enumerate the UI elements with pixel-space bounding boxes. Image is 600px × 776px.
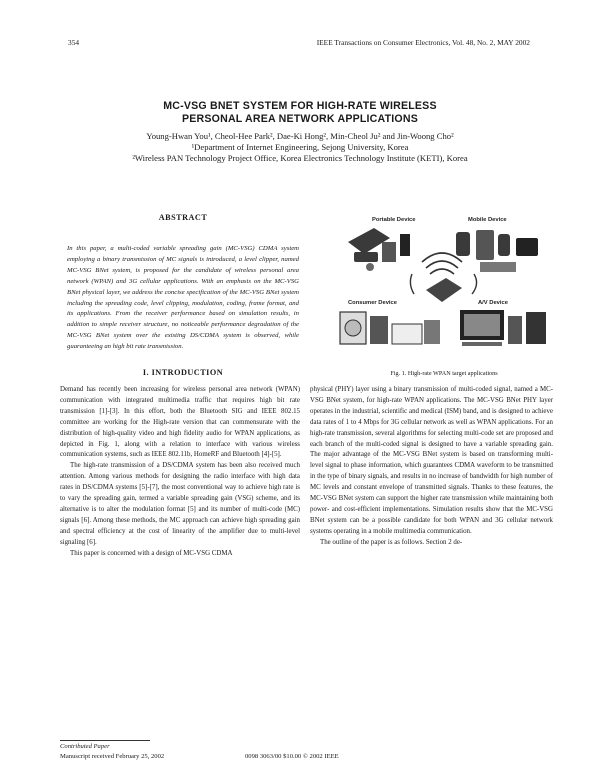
affiliation-2: ²Wireless PAN Technology Project Office, Korea Electronics Technology Institute (KETI), Korea bbox=[132, 153, 468, 163]
contributed-note: Contributed Paper bbox=[60, 743, 110, 750]
author-list: Young-Hwan You¹, Cheol-Hee Park², Dae-Ki Hong², Min-Cheol Ju² and Jin-Woong Cho² bbox=[146, 131, 454, 141]
figure-label-consumer: Consumer Device bbox=[348, 300, 397, 306]
received-note: Manuscript received February 25, 2002 bbox=[60, 753, 165, 760]
figure-caption: Fig. 1. High-rate WPAN target applications bbox=[390, 370, 498, 377]
figure-label-mobile: Mobile Device bbox=[468, 217, 507, 223]
intro-paragraph: This paper is concerned with a design of MC-VSG CDMA bbox=[70, 549, 233, 557]
page-number: 354 bbox=[68, 38, 80, 47]
abstract-heading: ABSTRACT bbox=[158, 213, 208, 222]
av-devices-icon bbox=[460, 310, 546, 346]
paper-title-line1: MC-VSG BNET SYSTEM FOR HIGH-RATE WIRELESS bbox=[163, 100, 437, 112]
figure-label-portable: Portable Device bbox=[372, 217, 416, 223]
intro-paragraph: The high-rate transmission of a DS/CDMA system has been also received much attention. Among various methods for designing the radio interface with high data rates in DS/CDMA systems [5]-[7], the most conventional way to achieve high rate is to vary the spreading gain, termed a variable spreading gain (VSG) scheme, and its alternative is to alter the modulation format [5] and its number of multi-code (MC) signals [6]. Among these methods, the MC approach can achieve high spreading gain and spectral efficiency at the cost of linearity of the amplifier due to multi-level signaling [6]. bbox=[60, 462, 300, 546]
abstract-text: In this paper, a multi-coded variable spreading gain (MC-VSG) CDMA system employing a binary transmission of MC signals is introduced, a level clipper, named MC-VSG BNet system, is proposed for the candidate of wireless personal area network (WPAN) and 3G cellular applications. With an emphasis on the MC-VSG BNet physical layer, we address the concise specification of the MC-VSG BNet system including the spreading code, level clipping, modulation, coding, frame format, and its applications. From the receiver performance based on simulation results, in addition to simple receiver structure, no noticeable performance degradation of the MC-VSG BNet system over the existing DS/CDMA system is observed, while guaranteeing an high bit rate transmission. bbox=[67, 245, 299, 351]
wireless-hub-icon bbox=[410, 253, 476, 302]
mobile-devices-icon bbox=[456, 230, 538, 272]
body-paragraph: The outline of the paper is as follows. Section 2 de- bbox=[320, 538, 463, 546]
intro-heading: I. INTRODUCTION bbox=[142, 368, 224, 377]
figure-wpan-applications bbox=[330, 212, 558, 354]
copyright-note: 0098 3063/00 $10.00 © 2002 IEEE bbox=[245, 753, 339, 760]
intro-body bbox=[60, 385, 300, 560]
consumer-devices-icon bbox=[340, 312, 440, 344]
portable-devices-icon bbox=[348, 228, 410, 271]
body-paragraph: physical (PHY) layer using a binary transmission of multi-coded signal, named a MC-VSG BNet system, for high-rate WPAN applications. The MC-VSG BNet PHY layer operates in the industrial, scientific and medical (ISM) band, and is designed to achieve data rates of 1 to 4 Mbps for 3G cellular network as well as WPAN applications. For an high-rate transmission, several algorithms for selecting multi-code set are proposed and each branch of the multi-coded signal is designed to have a variable spreading gain. The major advantage of the MC-VSG BNet system is based on transforming multi-level signal to phase information, which guarantees CDMA waveform to be transmitted in the type of binary signals, and results in no increase of bandwidth for high number of MC levels and constant envelope of transmitted signals. Thanks to these features, the MC-VSG BNet system can support the higher rate transmission while maintaining both power- and cost-efficient implementations. Simulation results show that the MC-VSG BNet system can be a possible candidate for both WPAN and 3G cellular network systems operating in a mobile multimedia communication. bbox=[310, 386, 553, 535]
intro-paragraph: Demand has recently been increasing for wireless personal area network (WPAN) communication with integrated multimedia traffic that requires high bit rate transmission [1]-[3]. In this effort, both the Bluetooth SIG and IEEE 802.15 committee are working for the High-rate version that can commensurate with the distribution of high-quality video and high fidelity audio for WPAN applications, as depicted in Fig. 1, along with a relation to interface with various wireless communication systems, such as IEEE 802.11b, HomeRF and Bluetooth [4]-[5]. bbox=[60, 386, 300, 459]
affiliation-1: ¹Department of Internet Engineering, Sejong University, Korea bbox=[191, 142, 409, 152]
figure-label-av: A/V Device bbox=[478, 300, 508, 306]
right-column-body bbox=[310, 385, 553, 549]
footnote-rule bbox=[60, 740, 150, 741]
paper-title-line2: PERSONAL AREA NETWORK APPLICATIONS bbox=[182, 113, 418, 125]
journal-header: IEEE Transactions on Consumer Electronics, Vol. 48, No. 2, MAY 2002 bbox=[316, 38, 530, 47]
